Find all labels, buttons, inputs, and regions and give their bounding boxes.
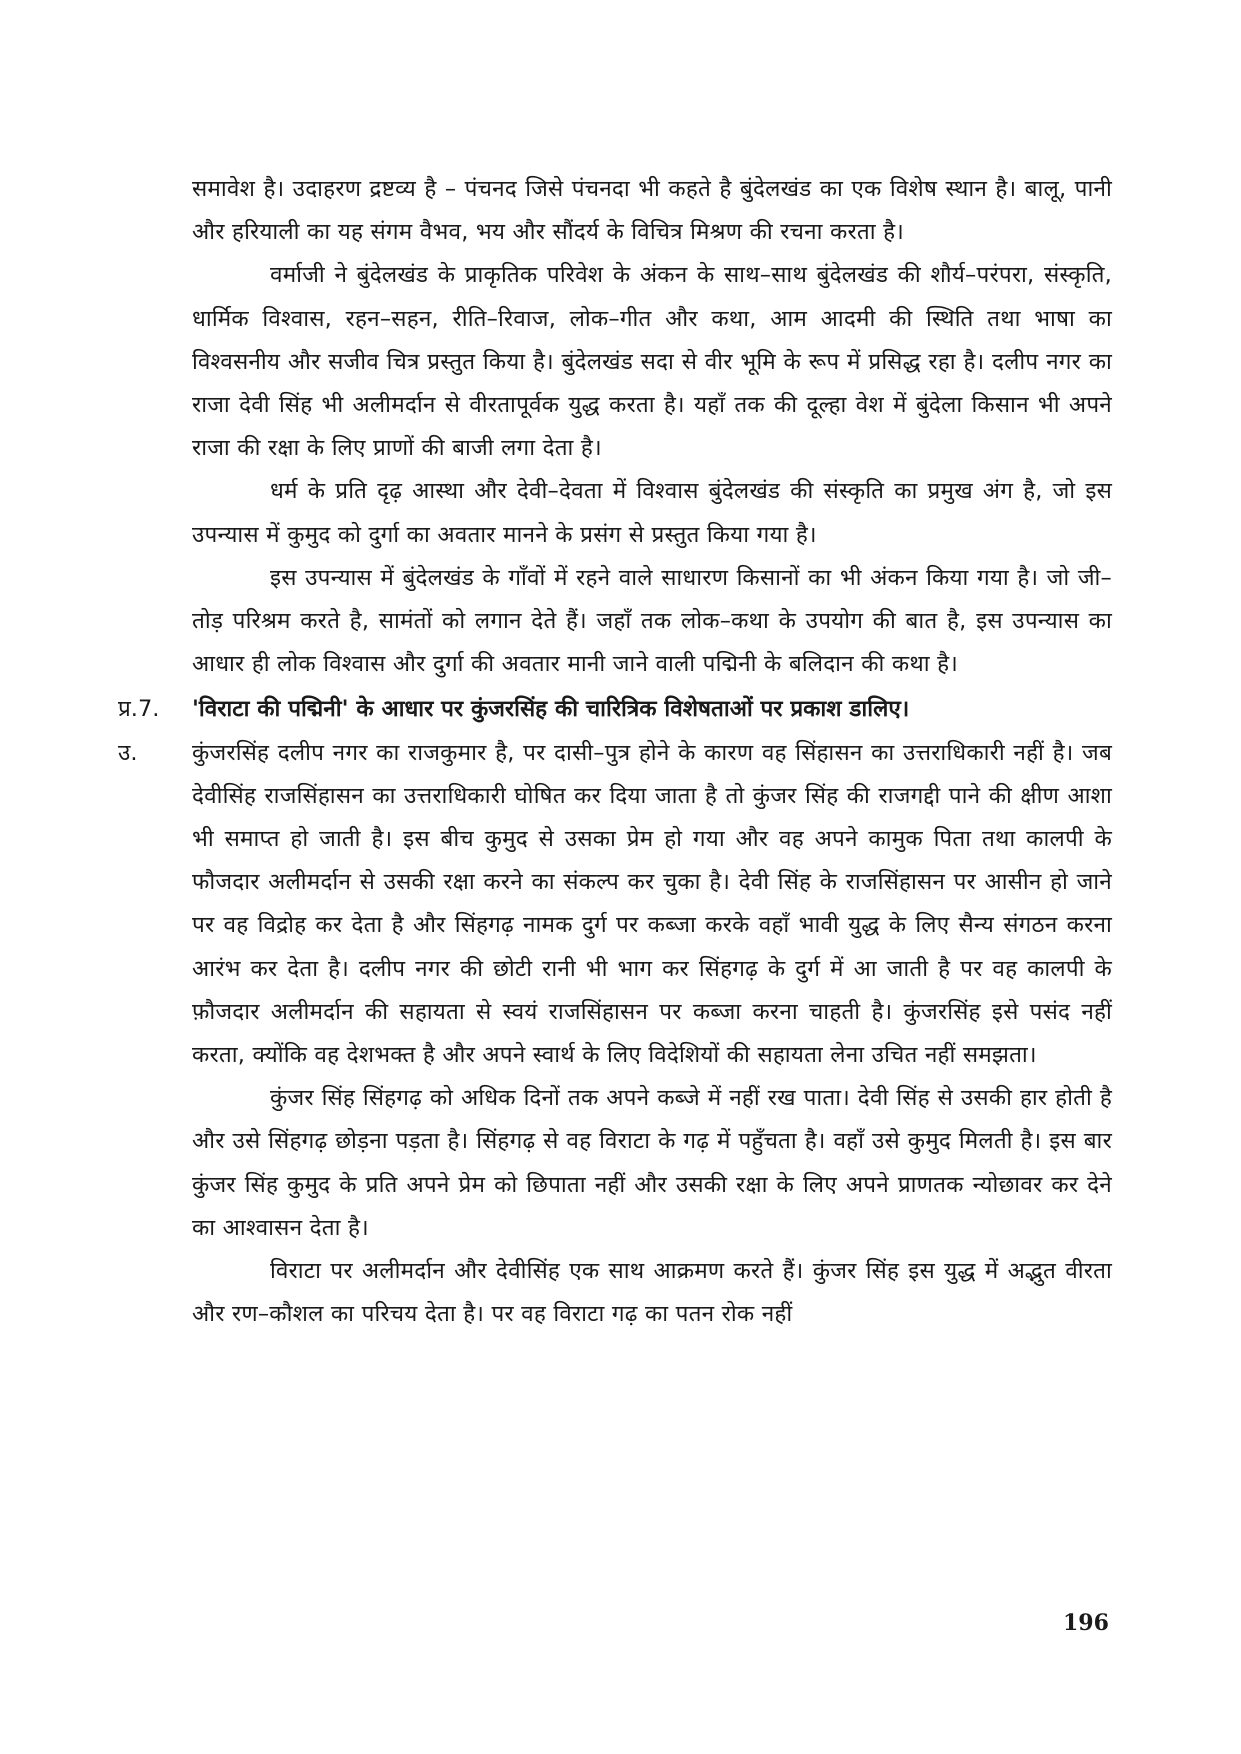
page-body xyxy=(118,168,1112,1336)
paragraph-intro: समावेश है। उदाहरण द्रष्टव्य है – पंचनद जिसे पंचनदा भी कहते है बुंदेलखंड का एक विशेष स्थान है। बालू, पानी और हरियाली का यह संगम वैभव, भय और सौंदर्य के विचित्र मिश्रण की रचना करता है। xyxy=(192,176,1112,246)
answer-paragraph-1: कुंजरसिंह दलीप नगर का राजकुमार है, पर दासी–पुत्र होने के कारण वह सिंहासन का उत्तराधिकारी नहीं है। जब देवीसिंह राजसिंहासन का उत्तराधिकारी घोषित कर दिया जाता है तो कुंजर सिंह की राजगद्दी पाने की क्षीण आशा भी समाप्त हो जाती है। इस बीच कुमुद से उसका प्रेम हो गया और वह अपने कामुक पिता तथा कालपी के फौजदार अलीमर्दान से उसकी रक्षा करने का संकल्प कर चुका है। देवी सिंह के राजसिंहासन पर आसीन हो जाने पर वह विद्रोह कर देता है और सिंहगढ़ नामक दुर्ग पर कब्जा करके वहाँ भावी युद्ध के लिए सैन्य संगठन करना आरंभ कर देता है। दलीप नगर की छोटी रानी भी भाग कर सिंहगढ़ के दुर्ग में आ जाती है पर वह कालपी के फ़ौजदार अलीमर्दान की सहायता से स्वयं राजसिंहासन पर कब्जा करना चाहती है। कुंजरसिंह इसे पसंद नहीं करता, क्योंकि वह देशभक्त है और अपने स्वार्थ के लिए विदेशियों की सहायता लेना उचित नहीं समझता। xyxy=(192,739,1112,1069)
paragraph-farmers: इस उपन्यास में बुंदेलखंड के गाँवों में रहने वाले साधारण किसानों का भी अंकन किया गया है। जो जी–तोड़ परिश्रम करते है, सामंतों को लगान देते हैं। जहाँ तक लोक–कथा के उपयोग की बात है, इस उपन्यास का आधार ही लोक विश्वास और दुर्गा की अवतार मानी जाने वाली पद्मिनी के बलिदान की कथा है। xyxy=(192,564,1112,678)
question-text: 'विराटा की पद्मिनी' के आधार पर कुंजरसिंह की चारित्रिक विशेषताओं पर प्रकाश डालिए। xyxy=(192,696,910,723)
answer-label: उ. xyxy=(118,739,138,766)
question-block xyxy=(118,688,1112,731)
answer-paragraph-3: विराटा पर अलीमर्दान और देवीसिंह एक साथ आक्रमण करते हैं। कुंजर सिंह इस युद्ध में अद्भुत वीरता और रण–कौशल का परिचय देता है। पर वह विराटा गढ़ का पतन रोक नहीं xyxy=(192,1258,1112,1328)
paragraph-culture: वर्माजी ने बुंदेलखंड के प्राकृतिक परिवेश के अंकन के साथ–साथ बुंदेलखंड की शौर्य–परंपरा, संस्कृति, धार्मिक विश्वास, रहन–सहन, रीति–रिवाज, लोक–गीत और कथा, आम आदमी की स्थिति तथा भाषा का विश्वसनीय और सजीव चित्र प्रस्तुत किया है। बुंदेलखंड सदा से वीर भूमि के रूप में प्रसिद्ध रहा है। दलीप नगर का राजा देवी सिंह भी अलीमर्दान से वीरतापूर्वक युद्ध करता है। यहाँ तक की दूल्हा वेश में बुंदेला किसान भी अपने राजा की रक्षा के लिए प्राणों की बाजी लगा देता है। xyxy=(192,262,1112,462)
answer-block xyxy=(118,732,1112,1078)
question-label: प्र.7. xyxy=(118,696,160,723)
answer-paragraph-2: कुंजर सिंह सिंहगढ़ को अधिक दिनों तक अपने कब्जे में नहीं रख पाता। देवी सिंह से उसकी हार होती है और उसे सिंहगढ़ छोड़ना पड़ता है। सिंहगढ़ से वह विराटा के गढ़ में पहुँचता है। वहाँ उसे कुमुद मिलती है। इस बार कुंजर सिंह कुमुद के प्रति अपने प्रेम को छिपाता नहीं और उसकी रक्षा के लिए अपने प्राणतक न्योछावर कर देने का आश्वासन देता है। xyxy=(192,1085,1112,1241)
page-number: 196 xyxy=(1063,1610,1109,1636)
paragraph-religion: धर्म के प्रति दृढ़ आस्था और देवी–देवता में विश्वास बुंदेलखंड की संस्कृति का प्रमुख अंग है, जो इस उपन्यास में कुमुद को दुर्गा का अवतार मानने के प्रसंग से प्रस्तुत किया गया है। xyxy=(192,478,1112,548)
